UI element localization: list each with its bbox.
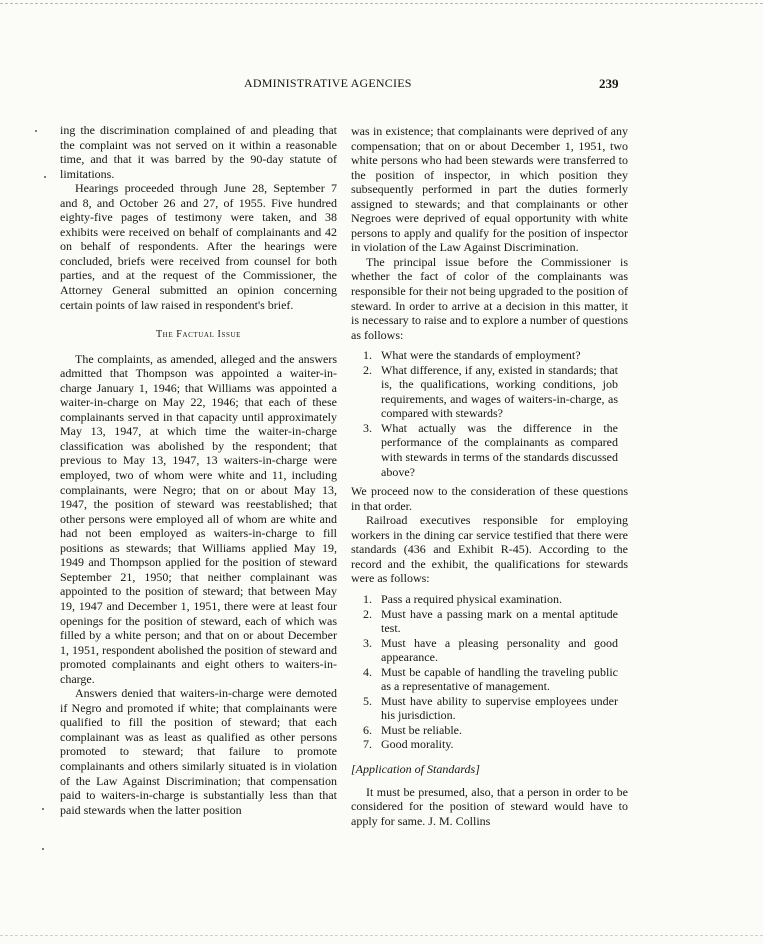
scan-bottom-edge	[0, 935, 763, 936]
list-text: Must be capable of handling the traveling public as a representative of management.	[381, 664, 618, 694]
list-number: 7.	[363, 737, 372, 752]
list-number: 3.	[363, 635, 372, 650]
list-item	[351, 348, 628, 363]
question-list	[351, 348, 628, 479]
right-column	[351, 124, 628, 828]
list-item	[351, 363, 628, 421]
left-column	[60, 123, 337, 817]
running-head: ADMINISTRATIVE AGENCIES	[244, 76, 412, 90]
section-heading: The Factual Issue	[155, 329, 242, 341]
list-text: Pass a required physical examination.	[381, 591, 562, 606]
paragraph: ing the discrimination complained of and pleading that the complaint was not served on it within a reasonable time, and that it was barred by the 90-day statute of limitations.	[60, 123, 337, 181]
list-number: 2.	[363, 606, 372, 621]
list-number: 4.	[363, 664, 372, 679]
paragraph: The complaints, as amended, alleged and the answers admitted that Thompson was appointed a waiter-in-charge January 1, 1946; that Williams was appointed a waiter-in-charge on May 22, 1946; that each of these complainants served in that capacity until approximately May 13, 1947, at which time the waiter-in-charge classification was abolished by the respondent; that previous to May 13, 1947, 13 waiters-in-charge were employed, two of whom were white and 11, including complainants, were Negro; that on or about May 13, 1947, the position of steward was reestablished; that other persons were employed all of whom are white and had not been employed as waiters-in-charge to fill positions as stewards; that Williams applied May 19, 1949 and Thompson applied for the position of steward September 21, 1950; that neither complainant was appointed to the position of steward; that between May 19, 1947 and December 1, 1951, there were at least four openings for the position of steward, each of which was filled by a white person; and that on or about December 1, 1951, respondent abolished the position of steward and promoted complainants and eight others to waiters-in-charge.	[60, 351, 337, 686]
paragraph: Answers denied that waiters-in-charge were demoted if Negro and promoted if white; that complainants were qualified to fill the position of steward; that each complainant was as least as qualified as other persons promoted to steward; that failure to promote complainants and others similarly situated is in violation of the Law Against Discrimination; that compensation paid to waiters-in-charge is substantially less than that paid stewards when the latter position	[60, 686, 337, 817]
list-text: What were the standards of employment?	[381, 348, 581, 363]
list-item	[351, 723, 628, 738]
list-number: 1.	[363, 591, 372, 606]
list-number: 2.	[363, 362, 372, 377]
list-item	[351, 592, 628, 607]
list-number: 3.	[363, 420, 372, 435]
paragraph: Railroad executives responsible for employing workers in the dining car service testified that there were standards (436 and Exhibit R-45). According to the record and the exhibit, the qualifications for stewards were as follows:	[351, 513, 628, 586]
list-item	[351, 694, 628, 723]
paragraph: Hearings proceeded through June 28, September 7 and 8, and October 26 and 27, of 1955. Five hundred eighty-five pages of testimony were taken, and 38 exhibits were received on behalf of complainants and 42 on behalf of respondents. After the hearings were concluded, briefs were received from counsel for both parties, and at the request of the Commissioner, the Attorney General submitted an opinion concerning certain points of law raised in respondent's brief.	[60, 181, 337, 312]
scan-speck	[42, 808, 44, 810]
list-text: What actually was the difference in the performance of the complainants as compared with stewards in terms of the standards discussed above?	[381, 420, 618, 479]
scan-top-edge	[0, 3, 763, 4]
list-text: Must be reliable.	[381, 722, 462, 737]
list-item	[351, 421, 628, 479]
list-number: 6.	[363, 722, 372, 737]
paragraph: was in existence; that complainants were deprived of any compensation; that on or about December 1, 1951, two white persons who had been stewards were transferred to the position of inspector, in which position they subsequently performed in part the duties formerly assigned to stewards; and that complainants or other Negroes were deprived of equal opportunity with white persons to apply and qualify for the position of inspector in violation of the Law Against Discrimination.	[351, 124, 628, 255]
scan-speck	[44, 176, 46, 178]
subheading: [Application of Standards]	[351, 761, 480, 776]
scan-speck	[42, 848, 44, 850]
list-number: 1.	[363, 348, 372, 363]
page-number: 239	[599, 76, 619, 91]
paragraph: It must be presumed, also, that a person in order to be considered for the position of steward would have to apply for same. J. M. Collins	[351, 784, 628, 828]
list-item	[351, 737, 628, 752]
list-text: Must have ability to supervise employees under his jurisdiction.	[381, 693, 618, 723]
paragraph: We proceed now to the consideration of these questions in that order.	[351, 484, 628, 513]
list-item	[351, 636, 628, 665]
paragraph: The principal issue before the Commissioner is whether the fact of color of the complainants was responsible for their not being upgraded to the position of steward. In order to arrive at a decision in this matter, it is necessary to raise and to explore a number of questions as follows:	[351, 254, 628, 342]
list-text: Must have a passing mark on a mental aptitude test.	[381, 606, 618, 636]
list-item	[351, 665, 628, 694]
qualification-list	[351, 592, 628, 752]
list-text: Must have a pleasing personality and good appearance.	[381, 635, 618, 665]
scan-speck	[35, 130, 37, 132]
list-text: Good morality.	[381, 737, 454, 752]
list-number: 5.	[363, 693, 372, 708]
list-text: What difference, if any, existed in standards; that is, the qualifications, working conditions, job requirements, and wages of waiters-in-charge, as compared with stewards?	[381, 362, 618, 421]
list-item	[351, 607, 628, 636]
